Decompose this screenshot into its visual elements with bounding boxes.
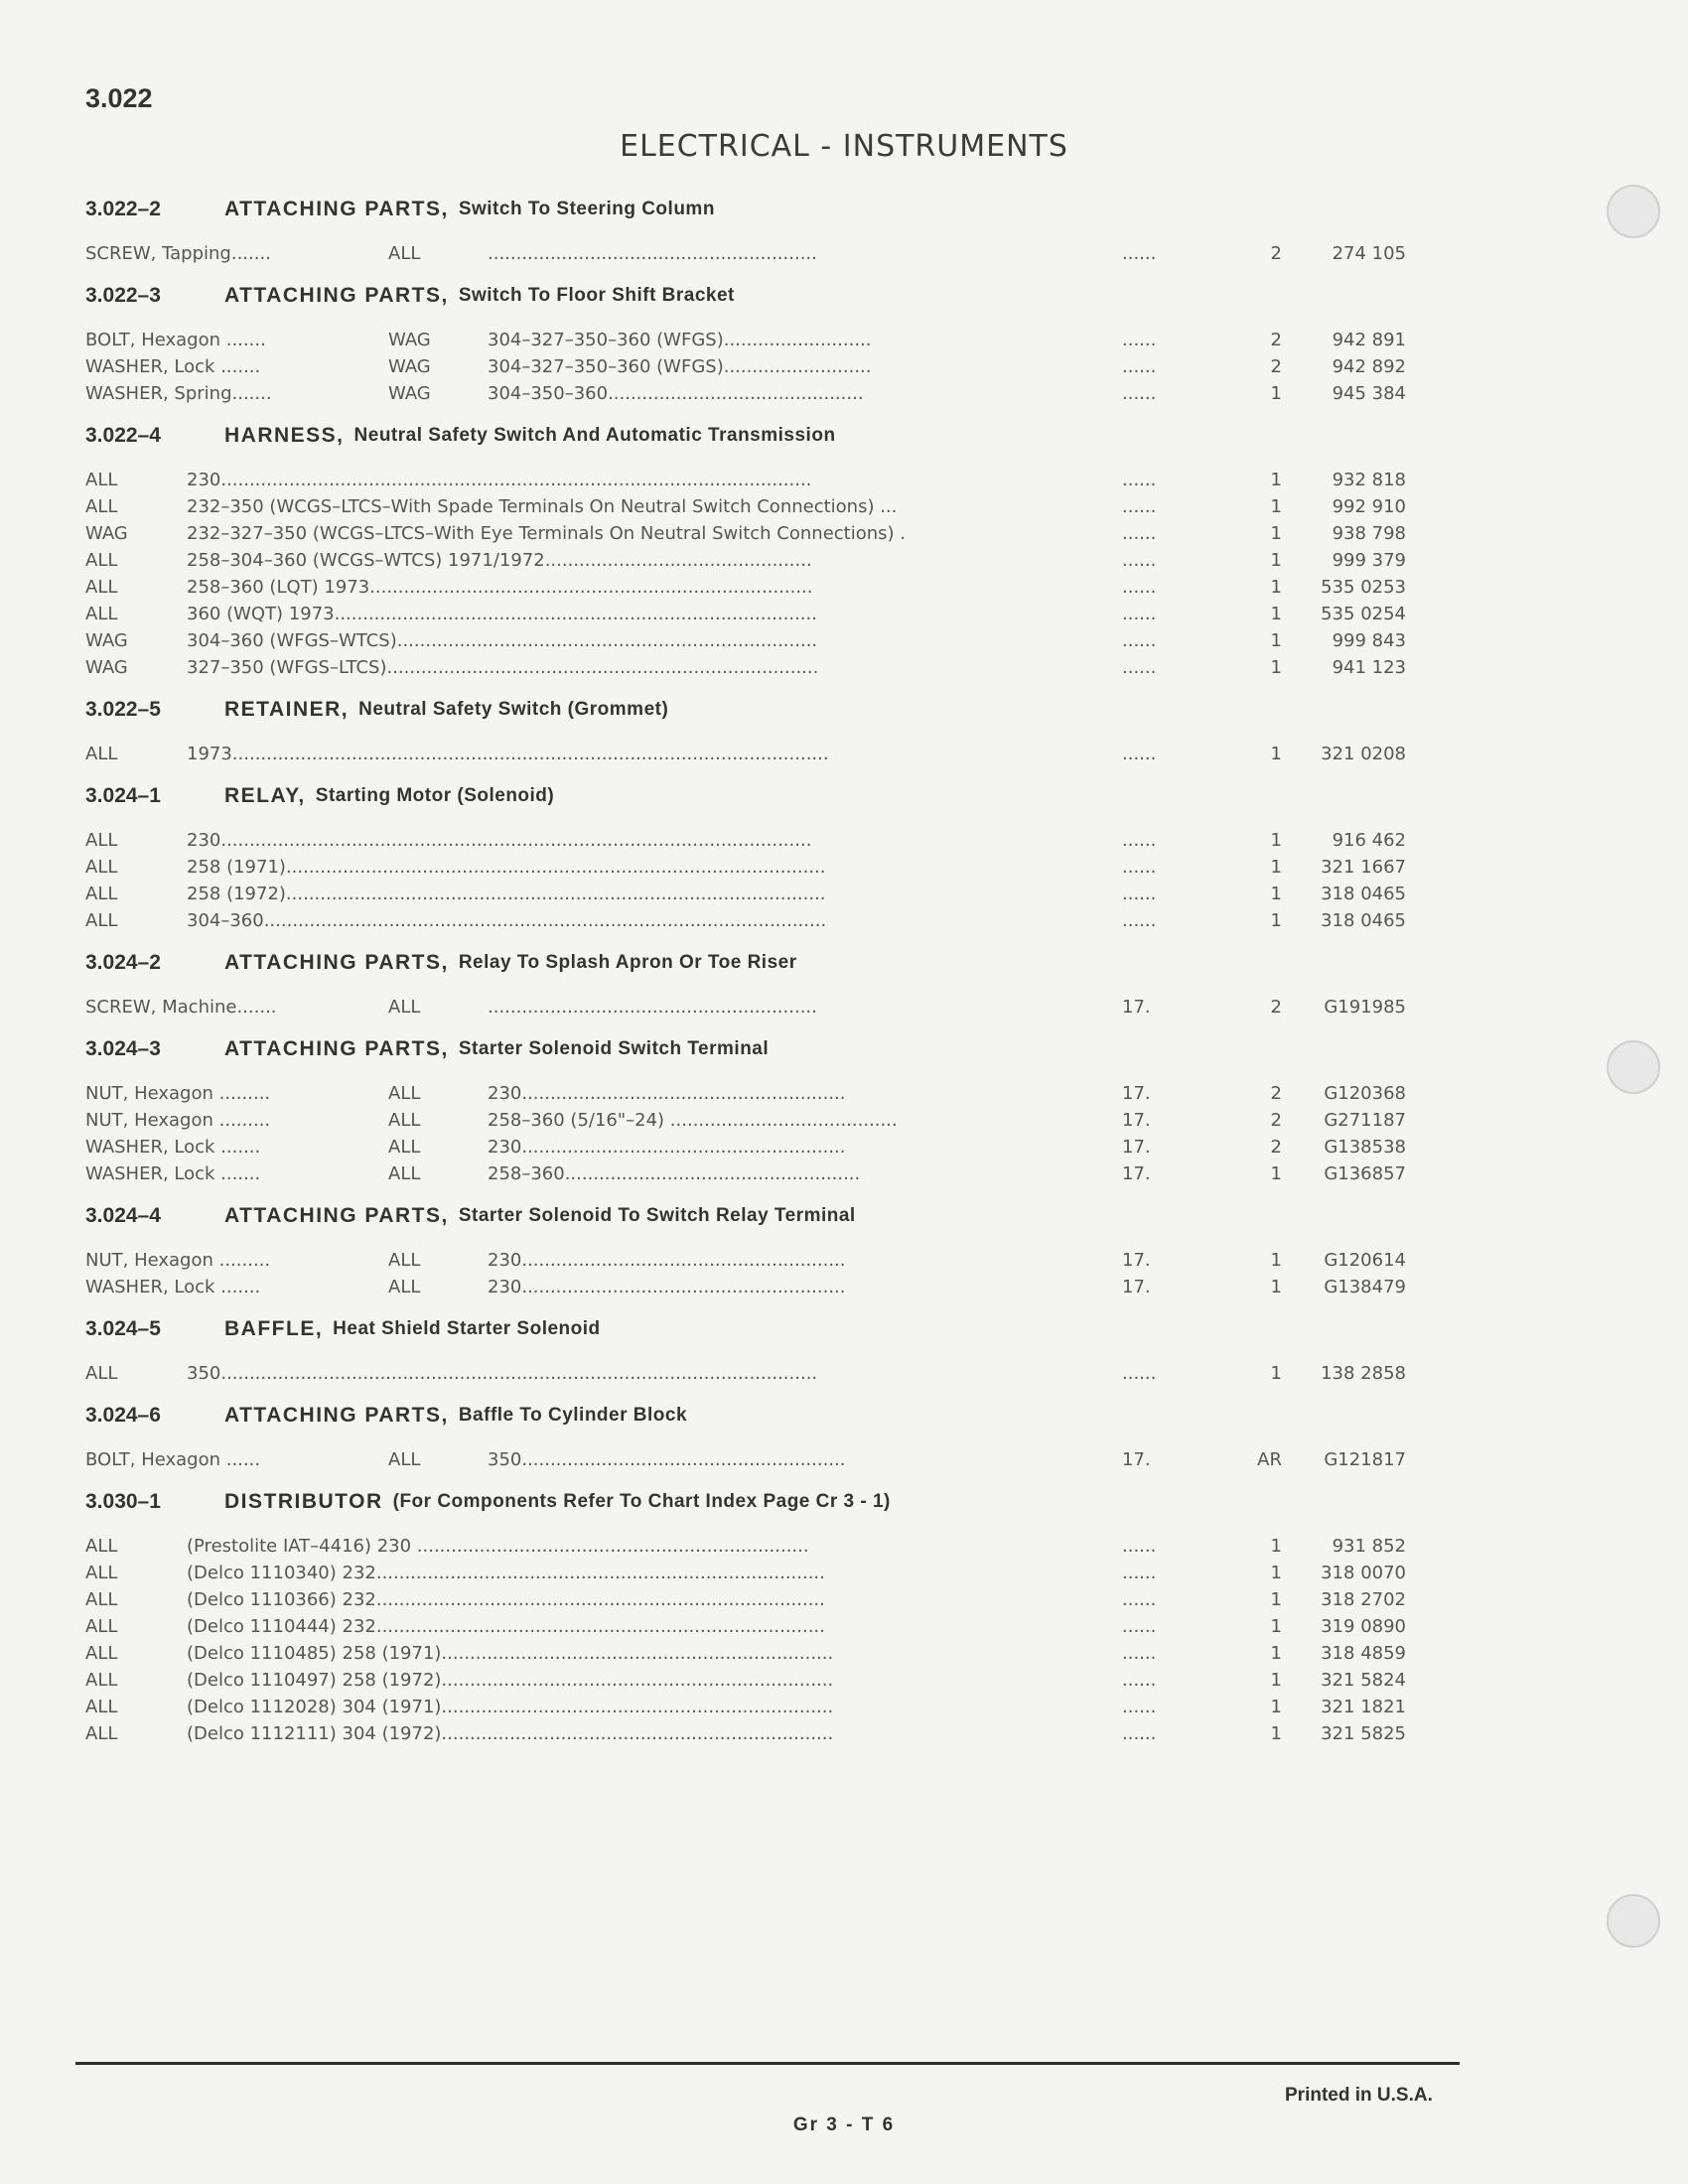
model-code: ALL	[85, 1536, 118, 1557]
group-number: ......	[1122, 1697, 1157, 1717]
quantity: 1	[1270, 1363, 1282, 1384]
group-number: ......	[1122, 1670, 1157, 1691]
group-number: ......	[1122, 1616, 1157, 1637]
parts-section	[85, 277, 1406, 409]
part-number: G121817	[1324, 1449, 1406, 1470]
quantity: 1	[1270, 857, 1282, 878]
application-description: (Delco 1112111) 304 (1972).....................................................................	[187, 1723, 834, 1744]
quantity: 1	[1270, 744, 1282, 764]
application-description: 232–327–350 (WCGS–LTCS–With Eye Terminals On Neutral Switch Connections) .	[187, 523, 906, 544]
part-number: 992 910	[1332, 496, 1406, 517]
application-description: (Delco 1110485) 258 (1971).....................................................................	[187, 1643, 834, 1664]
part-name: BOLT, Hexagon ......	[85, 1449, 261, 1470]
section-heading	[85, 1397, 1396, 1434]
parts-section	[85, 1197, 1406, 1302]
part-number: 942 891	[1332, 330, 1406, 350]
page-title: ELECTRICAL - INSTRUMENTS	[620, 129, 1068, 164]
parts-row	[85, 743, 1406, 769]
application-description: 258–360 (LQT) 1973..............................................................................	[187, 577, 813, 598]
part-number: G138479	[1324, 1277, 1406, 1297]
group-number: 17.	[1122, 1250, 1151, 1271]
quantity: 2	[1270, 1137, 1282, 1158]
quantity: 1	[1270, 1697, 1282, 1717]
section-number: 3.022–4	[85, 424, 161, 447]
part-number: 318 4859	[1321, 1643, 1406, 1664]
parts-row	[85, 829, 1406, 856]
quantity: 1	[1270, 496, 1282, 517]
parts-row	[85, 1588, 1406, 1615]
part-name: SCREW, Tapping.......	[85, 243, 271, 264]
application-description: 258 (1972)...............................................................................................	[187, 884, 826, 904]
parts-section	[85, 1310, 1406, 1389]
part-number: G191985	[1324, 997, 1406, 1018]
model-code: ALL	[388, 1250, 421, 1271]
group-number: ......	[1122, 550, 1157, 571]
application-description: 350.........................................................................................................	[187, 1363, 818, 1384]
section-description: Neutral Safety Switch (Grommet)	[358, 699, 669, 720]
group-number: ......	[1122, 383, 1157, 404]
quantity: 1	[1270, 1536, 1282, 1557]
parts-section	[85, 944, 1406, 1023]
model-code: ALL	[85, 1363, 118, 1384]
section-number: 3.024–2	[85, 951, 161, 974]
model-code: ALL	[85, 604, 118, 624]
section-keyword: RETAINER,	[224, 698, 350, 721]
section-keyword: BAFFLE,	[224, 1317, 324, 1340]
group-number: ......	[1122, 657, 1157, 678]
parts-row	[85, 1615, 1406, 1642]
quantity: AR	[1257, 1449, 1282, 1470]
parts-row	[85, 495, 1406, 522]
model-code: ALL	[388, 243, 421, 264]
section-number: 3.022–5	[85, 698, 161, 721]
model-code: ALL	[388, 1110, 421, 1131]
quantity: 1	[1270, 383, 1282, 404]
section-description: Starter Solenoid Switch Terminal	[458, 1038, 770, 1059]
quantity: 1	[1270, 657, 1282, 678]
section-heading	[85, 417, 1396, 455]
quantity: 2	[1270, 1083, 1282, 1104]
group-number: 17.	[1122, 1277, 1151, 1297]
model-code: ALL	[388, 1163, 421, 1184]
section-heading	[85, 944, 1396, 982]
part-number: 319 0890	[1321, 1616, 1406, 1637]
part-name: WASHER, Spring.......	[85, 383, 272, 404]
group-number: 17.	[1122, 1137, 1151, 1158]
group-number: ......	[1122, 1363, 1157, 1384]
parts-row	[85, 1696, 1406, 1722]
quantity: 2	[1270, 356, 1282, 377]
group-number: 17.	[1122, 997, 1151, 1018]
section-keyword: DISTRIBUTOR	[224, 1490, 383, 1513]
part-number: 535 0254	[1321, 604, 1406, 624]
parts-row	[85, 242, 1406, 269]
section-heading	[85, 191, 1396, 228]
section-number: 3.022–3	[85, 284, 161, 307]
parts-section	[85, 691, 1406, 769]
parts-row	[85, 603, 1406, 629]
part-number: 318 0465	[1321, 910, 1406, 931]
model-code: ALL	[85, 744, 118, 764]
part-name: BOLT, Hexagon .......	[85, 330, 266, 350]
quantity: 1	[1270, 550, 1282, 571]
quantity: 2	[1270, 1110, 1282, 1131]
model-code: ALL	[388, 997, 421, 1018]
parts-row	[85, 1642, 1406, 1669]
model-code: ALL	[85, 1616, 118, 1637]
model-code: ALL	[85, 1670, 118, 1691]
part-number: 999 379	[1332, 550, 1406, 571]
section-number: 3.030–1	[85, 1490, 161, 1513]
parts-row	[85, 856, 1406, 883]
section-description: Switch To Floor Shift Bracket	[458, 285, 735, 306]
quantity: 1	[1270, 910, 1282, 931]
group-number: 17.	[1122, 1163, 1151, 1184]
parts-section	[85, 417, 1406, 683]
parts-row	[85, 629, 1406, 656]
part-number: 999 843	[1332, 630, 1406, 651]
footer-page-code: Gr 3 - T 6	[792, 2115, 896, 2135]
group-number: ......	[1122, 523, 1157, 544]
part-number: G136857	[1324, 1163, 1406, 1184]
application-description: (Delco 1110366) 232...............................................................................	[187, 1589, 825, 1610]
group-number: 17.	[1122, 1083, 1151, 1104]
parts-section	[85, 777, 1406, 936]
section-number: 3.024–5	[85, 1317, 161, 1340]
quantity: 1	[1270, 1563, 1282, 1583]
quantity: 1	[1270, 1643, 1282, 1664]
section-heading	[85, 1483, 1396, 1521]
quantity: 1	[1270, 604, 1282, 624]
part-number: 931 852	[1332, 1536, 1406, 1557]
quantity: 1	[1270, 470, 1282, 490]
part-number: 318 0465	[1321, 884, 1406, 904]
section-description: (For Components Refer To Chart Index Page Cr 3 - 1)	[392, 1491, 891, 1512]
parts-section	[85, 1397, 1406, 1475]
group-number: ......	[1122, 604, 1157, 624]
quantity: 1	[1270, 1277, 1282, 1297]
quantity: 1	[1270, 577, 1282, 598]
parts-row	[85, 1535, 1406, 1562]
part-number: 318 0070	[1321, 1563, 1406, 1583]
group-number: ......	[1122, 470, 1157, 490]
parts-row	[85, 329, 1406, 355]
parts-row	[85, 1082, 1406, 1109]
part-number: G138538	[1324, 1137, 1406, 1158]
quantity: 1	[1270, 630, 1282, 651]
quantity: 1	[1270, 523, 1282, 544]
part-number: 932 818	[1332, 470, 1406, 490]
group-number: ......	[1122, 884, 1157, 904]
quantity: 2	[1270, 997, 1282, 1018]
group-number: 17.	[1122, 1449, 1151, 1470]
application-description: 230.........................................................	[488, 1083, 846, 1104]
application-description: (Delco 1110497) 258 (1972).....................................................................	[187, 1670, 834, 1691]
application-description: 327–350 (WFGS–LTCS)............................................................................	[187, 657, 819, 678]
application-description: 258–304–360 (WCGS–WTCS) 1971/1972...............................................	[187, 550, 812, 571]
section-description: Relay To Splash Apron Or Toe Riser	[458, 952, 797, 973]
application-description: 304–327–350–360 (WFGS)..........................	[488, 356, 872, 377]
application-description: (Delco 1110444) 232...............................................................................	[187, 1616, 825, 1637]
section-description: Starter Solenoid To Switch Relay Terminal	[458, 1205, 856, 1226]
parts-row	[85, 355, 1406, 382]
application-description: 230........................................................................................................	[187, 470, 812, 490]
quantity: 1	[1270, 884, 1282, 904]
parts-row	[85, 1136, 1406, 1162]
binder-hole-top	[1607, 185, 1660, 238]
parts-row	[85, 1362, 1406, 1389]
application-description: 1973.........................................................................................................	[187, 744, 829, 764]
part-number: 941 123	[1332, 657, 1406, 678]
group-number: ......	[1122, 1589, 1157, 1610]
parts-row	[85, 1722, 1406, 1749]
model-code: ALL	[85, 1643, 118, 1664]
part-number: 945 384	[1332, 383, 1406, 404]
part-name: WASHER, Lock .......	[85, 1137, 261, 1158]
application-description: 258–360....................................................	[488, 1163, 861, 1184]
part-number: 318 2702	[1321, 1589, 1406, 1610]
parts-row	[85, 883, 1406, 909]
group-number: ......	[1122, 857, 1157, 878]
part-number: 938 798	[1332, 523, 1406, 544]
part-name: NUT, Hexagon .........	[85, 1250, 271, 1271]
quantity: 1	[1270, 1670, 1282, 1691]
section-description: Heat Shield Starter Solenoid	[333, 1318, 601, 1339]
parts-row	[85, 1249, 1406, 1276]
parts-row	[85, 1109, 1406, 1136]
section-number: 3.022–2	[85, 198, 161, 220]
section-keyword: RELAY,	[224, 784, 306, 807]
section-keyword: ATTACHING PARTS,	[224, 1037, 449, 1060]
section-keyword: ATTACHING PARTS,	[224, 1404, 449, 1427]
model-code: WAG	[388, 330, 431, 350]
application-description: 304–360 (WFGS–WTCS)..........................................................................	[187, 630, 818, 651]
parts-section	[85, 1030, 1406, 1189]
part-number: G271187	[1324, 1110, 1406, 1131]
binder-hole-middle	[1607, 1040, 1660, 1094]
section-heading	[85, 277, 1396, 315]
group-number: ......	[1122, 356, 1157, 377]
part-number: 138 2858	[1321, 1363, 1406, 1384]
parts-row	[85, 656, 1406, 683]
part-number: 321 1667	[1321, 857, 1406, 878]
section-number: 3.024–3	[85, 1037, 161, 1060]
parts-list	[85, 191, 1406, 1757]
parts-row	[85, 1276, 1406, 1302]
parts-row	[85, 522, 1406, 549]
section-heading	[85, 691, 1396, 729]
section-heading	[85, 1030, 1396, 1068]
section-heading	[85, 1197, 1396, 1235]
group-number: ......	[1122, 1536, 1157, 1557]
parts-row	[85, 469, 1406, 495]
model-code: ALL	[85, 1563, 118, 1583]
section-description: Baffle To Cylinder Block	[458, 1405, 688, 1426]
part-number: 321 1821	[1321, 1697, 1406, 1717]
model-code: ALL	[85, 577, 118, 598]
footer-divider	[75, 2062, 1460, 2065]
printed-note: Printed in U.S.A.	[1285, 2085, 1433, 2106]
group-number: ......	[1122, 744, 1157, 764]
group-number: ......	[1122, 630, 1157, 651]
application-description: (Delco 1110340) 232...............................................................................	[187, 1563, 825, 1583]
parts-row	[85, 549, 1406, 576]
application-description: 230.........................................................	[488, 1250, 846, 1271]
part-number: 274 105	[1332, 243, 1406, 264]
section-keyword: ATTACHING PARTS,	[224, 284, 449, 307]
group-number: ......	[1122, 330, 1157, 350]
model-code: WAG	[388, 356, 431, 377]
application-description: 304–350–360.............................................	[488, 383, 864, 404]
application-description: 360 (WQT) 1973.....................................................................................	[187, 604, 817, 624]
group-number: ......	[1122, 577, 1157, 598]
quantity: 1	[1270, 1589, 1282, 1610]
application-description: 230........................................................................................................	[187, 830, 812, 851]
part-number: 321 5824	[1321, 1670, 1406, 1691]
section-number: 3.024–6	[85, 1404, 161, 1427]
page-number: 3.022	[85, 83, 153, 113]
group-number: ......	[1122, 910, 1157, 931]
parts-row	[85, 1162, 1406, 1189]
section-number: 3.024–1	[85, 784, 161, 807]
model-code: WAG	[85, 630, 128, 651]
quantity: 1	[1270, 830, 1282, 851]
part-name: NUT, Hexagon .........	[85, 1110, 271, 1131]
section-heading	[85, 1310, 1396, 1348]
model-code: WAG	[85, 523, 128, 544]
application-description: (Prestolite IAT–4416) 230 .....................................................................	[187, 1536, 809, 1557]
application-description: (Delco 1112028) 304 (1971).....................................................................	[187, 1697, 834, 1717]
quantity: 2	[1270, 330, 1282, 350]
application-description: ..........................................................	[488, 243, 817, 264]
parts-section	[85, 1483, 1406, 1749]
section-keyword: HARNESS,	[224, 424, 345, 447]
section-keyword: ATTACHING PARTS,	[224, 951, 449, 974]
application-description: 350.........................................................	[488, 1449, 846, 1470]
model-code: WAG	[388, 383, 431, 404]
group-number: ......	[1122, 496, 1157, 517]
quantity: 1	[1270, 1163, 1282, 1184]
part-number: 321 0208	[1321, 744, 1406, 764]
quantity: 1	[1270, 1616, 1282, 1637]
application-description: ..........................................................	[488, 997, 817, 1018]
part-number: 321 5825	[1321, 1723, 1406, 1744]
quantity: 1	[1270, 1250, 1282, 1271]
section-description: Starting Motor (Solenoid)	[315, 785, 555, 806]
section-keyword: ATTACHING PARTS,	[224, 1204, 449, 1227]
application-description: 232–350 (WCGS–LTCS–With Spade Terminals On Neutral Switch Connections) ...	[187, 496, 898, 517]
section-keyword: ATTACHING PARTS,	[224, 198, 449, 220]
application-description: 258–360 (5/16"–24) ........................................	[488, 1110, 898, 1131]
model-code: ALL	[85, 857, 118, 878]
section-heading	[85, 777, 1396, 815]
group-number: ......	[1122, 830, 1157, 851]
model-code: ALL	[85, 1723, 118, 1744]
part-number: 535 0253	[1321, 577, 1406, 598]
parts-row	[85, 909, 1406, 936]
application-description: 304–360...................................................................................................	[187, 910, 827, 931]
section-description: Neutral Safety Switch And Automatic Transmission	[353, 425, 836, 446]
quantity: 2	[1270, 243, 1282, 264]
group-number: ......	[1122, 243, 1157, 264]
parts-section	[85, 191, 1406, 269]
model-code: ALL	[85, 884, 118, 904]
part-name: NUT, Hexagon .........	[85, 1083, 271, 1104]
model-code: ALL	[85, 496, 118, 517]
application-description: 230.........................................................	[488, 1277, 846, 1297]
part-number: 916 462	[1332, 830, 1406, 851]
group-number: ......	[1122, 1563, 1157, 1583]
part-name: WASHER, Lock .......	[85, 1277, 261, 1297]
parts-row	[85, 576, 1406, 603]
binder-hole-bottom	[1607, 1894, 1660, 1948]
section-number: 3.024–4	[85, 1204, 161, 1227]
part-number: G120614	[1324, 1250, 1406, 1271]
parts-row	[85, 996, 1406, 1023]
model-code: ALL	[85, 830, 118, 851]
group-number: 17.	[1122, 1110, 1151, 1131]
model-code: ALL	[85, 550, 118, 571]
parts-row	[85, 1562, 1406, 1588]
model-code: ALL	[85, 1589, 118, 1610]
model-code: ALL	[85, 1697, 118, 1717]
model-code: ALL	[388, 1137, 421, 1158]
application-description: 304–327–350–360 (WFGS)..........................	[488, 330, 872, 350]
group-number: ......	[1122, 1723, 1157, 1744]
model-code: ALL	[85, 910, 118, 931]
parts-row	[85, 1448, 1406, 1475]
model-code: ALL	[388, 1277, 421, 1297]
quantity: 1	[1270, 1723, 1282, 1744]
part-name: WASHER, Lock .......	[85, 356, 261, 377]
part-number: G120368	[1324, 1083, 1406, 1104]
parts-row	[85, 382, 1406, 409]
group-number: ......	[1122, 1643, 1157, 1664]
part-name: SCREW, Machine.......	[85, 997, 277, 1018]
model-code: ALL	[388, 1449, 421, 1470]
model-code: WAG	[85, 657, 128, 678]
application-description: 230.........................................................	[488, 1137, 846, 1158]
part-number: 942 892	[1332, 356, 1406, 377]
parts-row	[85, 1669, 1406, 1696]
application-description: 258 (1971)...............................................................................................	[187, 857, 826, 878]
model-code: ALL	[85, 470, 118, 490]
model-code: ALL	[388, 1083, 421, 1104]
section-description: Switch To Steering Column	[458, 199, 715, 219]
part-name: WASHER, Lock .......	[85, 1163, 261, 1184]
